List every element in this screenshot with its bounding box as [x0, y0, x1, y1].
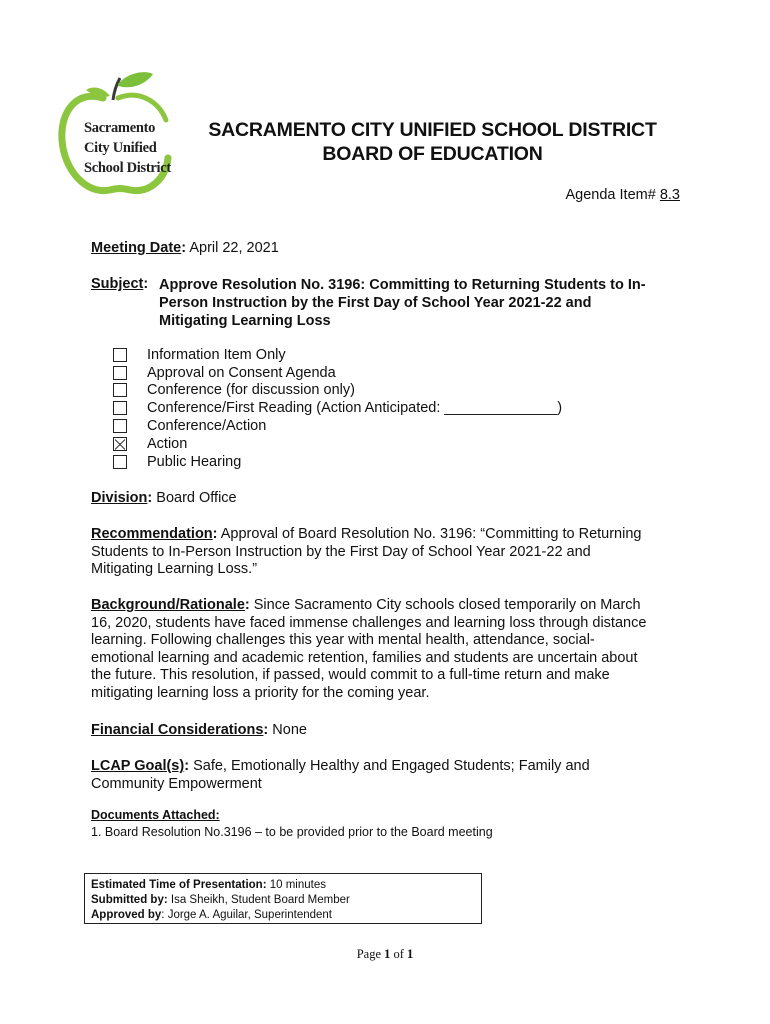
recommendation-section: Recommendation: Approval of Board Resolution No. 3196: “Committing to Returning Students to In-Person Instruction by the First Day of School Year 2021-22 and Mitigating Learning Loss.” — [91, 526, 691, 579]
checkbox-public-hearing[interactable] — [113, 455, 127, 469]
lcap-section: LCAP Goal(s): Safe, Emotionally Healthy and Engaged Students; Family and Community Empowerment — [91, 758, 691, 793]
lcap-label: LCAP Goal(s) — [91, 758, 185, 774]
recommendation-line1: Approval of Board Resolution No. 3196: “Committing to Returning — [220, 526, 642, 542]
subject-label: Subject — [91, 276, 144, 292]
option-action[interactable] — [113, 435, 562, 453]
option-label: Action — [147, 435, 188, 452]
agenda-number: 8.3 — [659, 187, 680, 203]
background-line1: Since Sacramento City schools closed temporarily on March — [253, 597, 641, 613]
background-line5: the future. This resolution, if passed, would commit to a full-time return and make — [91, 667, 610, 683]
recommendation-line2: Students to In-Person Instruction by the First Day of School Year 2021-22 and — [91, 543, 591, 560]
presentation-info-box: Estimated Time of Presentation: 10 minutes Submitted by: Isa Sheikh, Student Board Member Approved by: Jorge A. Aguilar, Superintendent — [84, 873, 482, 924]
logo-text-line2: City Unified — [84, 140, 157, 156]
checkbox-information-item[interactable] — [113, 348, 127, 362]
option-conference[interactable] — [113, 382, 562, 400]
recommendation-line3: Mitigating Learning Loss.” — [91, 561, 258, 577]
submitted-label: Submitted by: — [91, 894, 168, 906]
checkbox-action[interactable] — [113, 437, 127, 451]
checkbox-consent-agenda[interactable] — [113, 366, 127, 380]
background-line6: mitigating learning loss a priority for the coming year. — [91, 684, 430, 701]
subject-label-wrap: Subject: — [91, 276, 149, 292]
checkbox-conference[interactable] — [113, 383, 127, 397]
option-conference-action[interactable] — [113, 417, 562, 435]
recommendation-label: Recommendation — [91, 526, 213, 542]
page-number: 1 — [384, 947, 391, 961]
background-section: Background/Rationale: Since Sacramento City schools closed temporarily on March 16, 2020, students have faced immense challenges and learning loss through distance learning. Following challenges this year with mental health, attendance, social- emotional learning and academic retention, families and students are uncertain about the future. This resolution, if passed, would commit to a full-time return and make mitigating learning loss a priority for the coming year. — [91, 597, 691, 702]
time-value: 10 minutes — [269, 879, 326, 891]
option-label: Conference (for discussion only) — [147, 382, 355, 399]
financial-label: Financial Considerations — [91, 722, 264, 738]
approved-label: Approved by — [91, 909, 162, 921]
background-line3: learning. Following challenges this year with mental health, attendance, social- — [91, 632, 595, 648]
division-label: Division — [91, 490, 148, 506]
option-first-reading[interactable] — [113, 399, 562, 417]
district-title: SACRAMENTO CITY UNIFIED SCHOOL DISTRICT — [208, 119, 657, 141]
background-line2: 16, 2020, students have faced immense challenges and learning loss through distance — [91, 614, 647, 631]
option-label: Conference/Action — [147, 418, 267, 435]
option-consent-agenda[interactable] — [113, 364, 562, 382]
logo-text-line3: School District — [84, 160, 171, 176]
financial-value: None — [272, 722, 307, 738]
background-label: Background/Rationale — [91, 597, 245, 613]
agenda-type-checklist — [113, 346, 562, 471]
page-word: Page — [356, 947, 381, 961]
of-word: of — [393, 947, 404, 961]
subject-line3: Mitigating Learning Loss — [159, 313, 331, 329]
logo-text-line1: Sacramento — [84, 120, 156, 136]
background-line4: emotional learning and academic retention, families and students are uncertain about — [91, 649, 638, 666]
page-footer — [0, 947, 770, 962]
subject-line1: Approve Resolution No. 3196: Committing to Returning Students to In- — [159, 277, 646, 293]
option-public-hearing[interactable] — [113, 453, 562, 471]
checkbox-conference-action[interactable] — [113, 419, 127, 433]
option-label: Approval on Consent Agenda — [147, 364, 336, 381]
board-title: BOARD OF EDUCATION — [322, 143, 543, 165]
agenda-label: Agenda Item# — [565, 187, 656, 203]
option-information-item[interactable] — [113, 346, 562, 364]
lcap-line1: Safe, Emotionally Healthy and Engaged Students; Family and — [193, 758, 590, 774]
documents-item: 1. Board Resolution No.3196 – to be provided prior to the Board meeting — [91, 825, 493, 839]
subject-text — [159, 276, 699, 330]
checkbox-first-reading[interactable] — [113, 401, 127, 415]
option-label: Information Item Only — [147, 346, 286, 363]
approved-value: Jorge A. Aguilar, Superintendent — [167, 909, 333, 921]
time-label: Estimated Time of Presentation: — [91, 879, 267, 891]
financial-row: Financial Considerations: None — [91, 722, 307, 738]
option-label: Public Hearing — [147, 453, 242, 470]
lcap-line2: Community Empowerment — [91, 775, 262, 792]
division-value: Board Office — [156, 490, 237, 506]
agenda-item — [566, 187, 681, 203]
submitted-value: Isa Sheikh, Student Board Member — [170, 894, 350, 906]
meeting-date-label: Meeting Date — [91, 240, 182, 256]
option-label: Conference/First Reading (Action Anticipated: ______________) — [147, 400, 563, 417]
page-total: 1 — [407, 947, 414, 961]
meeting-date-value: April 22, 2021 — [189, 240, 279, 256]
division-row: Division: Board Office — [91, 490, 237, 506]
meeting-date-row: Meeting Date: April 22, 2021 — [91, 240, 279, 256]
documents-heading: Documents Attached: — [91, 808, 220, 822]
subject-line2: Person Instruction by the First Day of School Year 2021-22 and — [159, 295, 592, 311]
